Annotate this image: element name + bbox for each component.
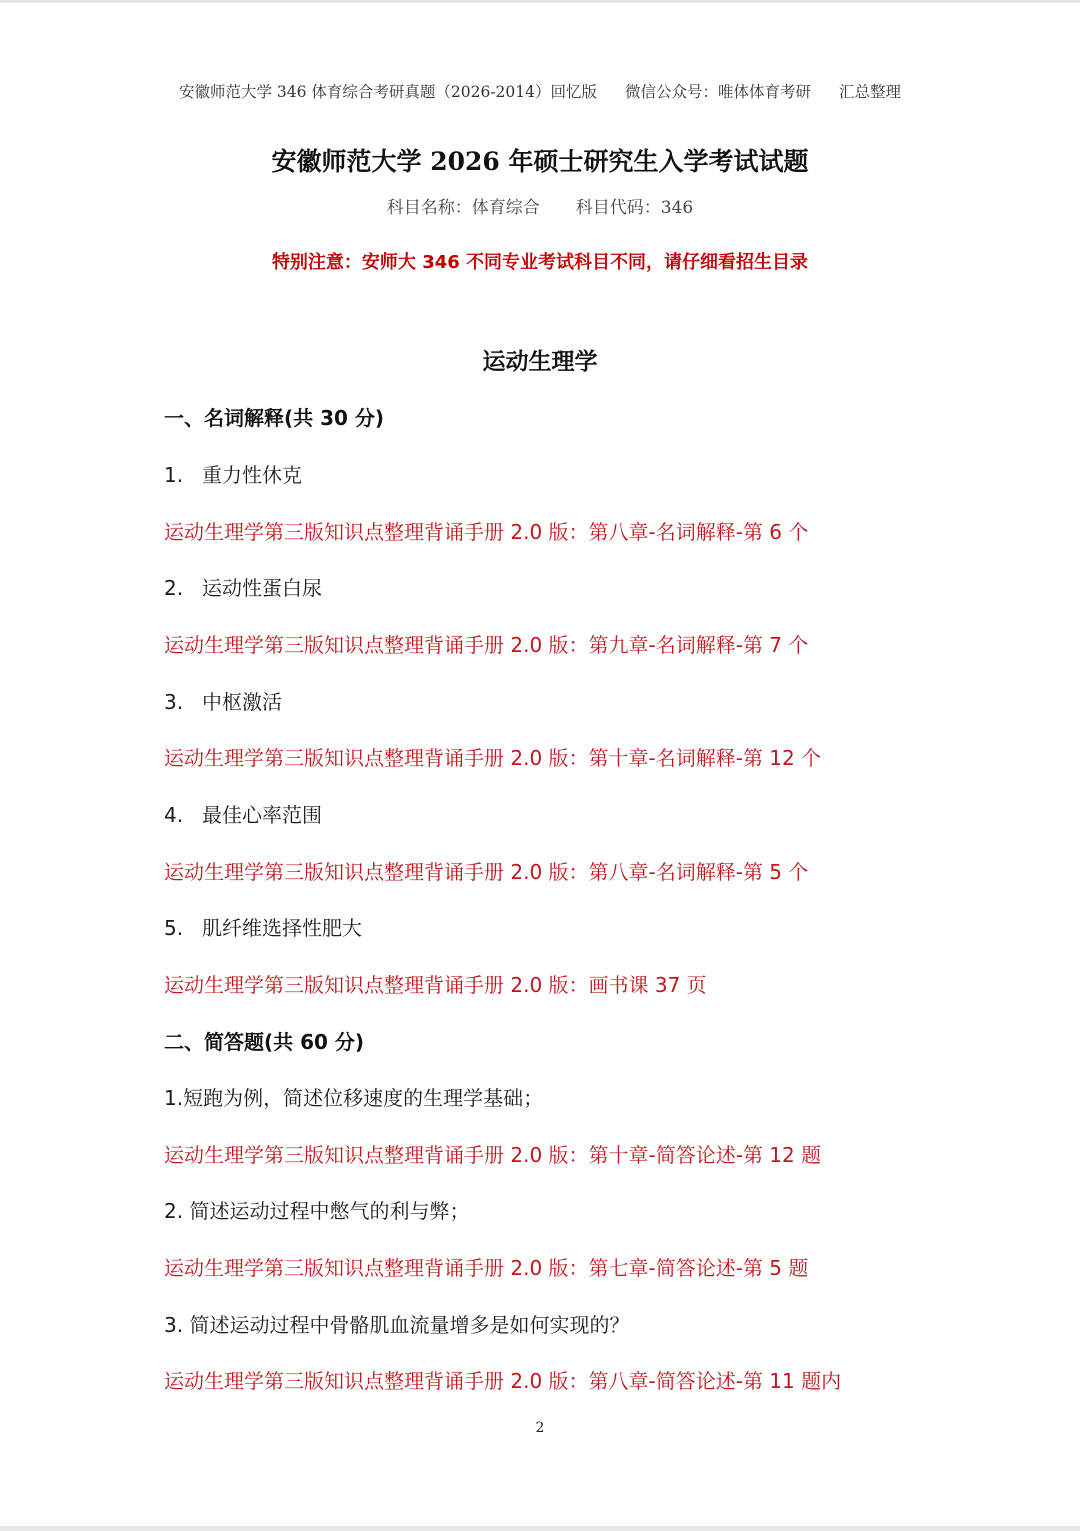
subject-line	[0, 193, 1080, 218]
reference-note: 运动生理学第三版知识点整理背诵手册 2.0 版：第八章-名词解释-第 5 个	[164, 860, 809, 884]
reference-note: 运动生理学第三版知识点整理背诵手册 2.0 版：第十章-名词解释-第 12 个	[164, 746, 822, 770]
question-number: 3.	[164, 690, 184, 714]
question-text: 运动性蛋白尿	[202, 576, 322, 600]
reference-note: 运动生理学第三版知识点整理背诵手册 2.0 版：第八章-简答论述-第 11 题内	[164, 1369, 842, 1393]
question-item	[164, 686, 282, 715]
question-item: 2. 简述运动过程中憋气的利与弊；	[164, 1199, 470, 1223]
reference-note: 运动生理学第三版知识点整理背诵手册 2.0 版：第九章-名词解释-第 7 个	[164, 633, 809, 657]
reference-note: 运动生理学第三版知识点整理背诵手册 2.0 版：第十章-简答论述-第 12 题	[164, 1143, 822, 1167]
special-notice: 特别注意：安师大 346 不同专业考试科目不同，请仔细看招生目录	[271, 252, 809, 273]
section-title: 运动生理学	[482, 349, 598, 375]
question-item: 1.短跑为例，简述位移速度的生理学基础；	[164, 1086, 544, 1110]
subject-name: 科目名称：体育综合	[386, 198, 540, 218]
reference-note: 运动生理学第三版知识点整理背诵手册 2.0 版：画书课 37 页	[164, 973, 707, 997]
reference-note: 运动生理学第三版知识点整理背诵手册 2.0 版：第七章-简答论述-第 5 题	[164, 1256, 809, 1280]
question-number: 4.	[164, 803, 184, 827]
question-item	[164, 799, 322, 828]
header-wechat: 微信公众号：唯体体育考研	[625, 83, 812, 101]
question-text: 最佳心率范围	[202, 803, 322, 827]
page-number: 2	[535, 1420, 545, 1436]
question-text: 中枢激活	[202, 690, 282, 714]
question-text: 重力性休克	[202, 463, 302, 487]
subject-code: 科目代码：346	[575, 198, 694, 218]
header-title: 安徽师范大学 346 体育综合考研真题（2026-2014）回忆版	[178, 83, 598, 101]
reference-note: 运动生理学第三版知识点整理背诵手册 2.0 版：第八章-名词解释-第 6 个	[164, 520, 809, 544]
exam-title: 安徽师范大学 2026 年硕士研究生入学考试试题	[271, 147, 809, 176]
question-text: 肌纤维选择性肥大	[202, 916, 362, 940]
question-item: 3. 简述运动过程中骨骼肌血流量增多是如何实现的？	[164, 1313, 630, 1337]
part1-heading: 一、名词解释(共 30 分)	[164, 406, 385, 430]
running-header	[0, 80, 1080, 102]
part2-heading: 二、简答题(共 60 分)	[164, 1030, 365, 1054]
header-compiled: 汇总整理	[839, 83, 902, 101]
question-item	[164, 459, 302, 488]
question-number: 1.	[164, 463, 184, 487]
question-item	[164, 912, 362, 941]
question-number: 5.	[164, 916, 184, 940]
question-item	[164, 572, 322, 601]
question-number: 2.	[164, 576, 184, 600]
bottom-border	[0, 1526, 1080, 1531]
